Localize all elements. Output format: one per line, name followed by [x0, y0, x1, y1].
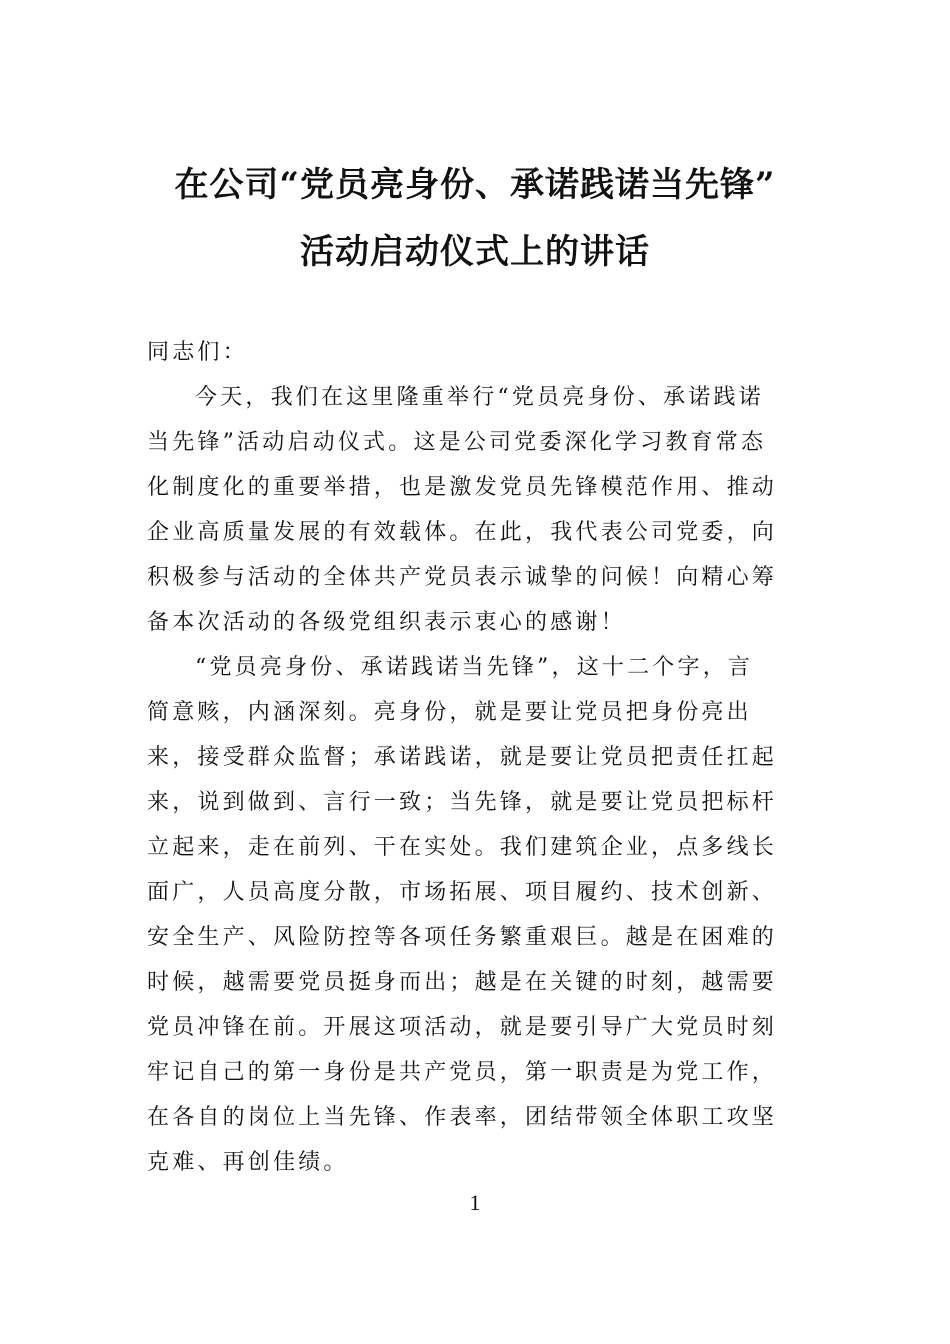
paragraph-line: 来，说到做到、言行一致；当先锋，就是要让党员把标杆 [147, 790, 778, 815]
paragraph-line: 积极参与活动的全体共产党员表示诚挚的问候！向精心筹 [147, 565, 778, 590]
paragraph-line: 党员冲锋在前。开展这项活动，就是要引导广大党员时刻 [147, 1015, 778, 1040]
title-line-1: 在公司“党员亮身份、承诺践诺当先锋” [174, 165, 776, 205]
greeting [147, 330, 787, 375]
paragraph-line: 来，接受群众监督；承诺践诺，就是要让党员把责任扛起 [147, 745, 778, 770]
paragraph-line: 备本次活动的各级党组织表示衷心的感谢！ [147, 610, 626, 635]
paragraph-line: 立起来，走在前列、干在实处。我们建筑企业，点多线长 [147, 835, 778, 860]
paragraph-line: “党员亮身份、承诺践诺当先锋”，这十二个字，言 [195, 655, 754, 680]
paragraph-2 [147, 645, 787, 1185]
title-line-2: 活动启动仪式上的讲话 [300, 232, 650, 272]
paragraph-1 [147, 375, 787, 645]
page-number: 1 [469, 1190, 481, 1215]
paragraph-line: 克难、再创佳绩。 [147, 1150, 349, 1175]
paragraph-line: 安全生产、风险防控等各项任务繁重艰巨。越是在困难的 [147, 925, 778, 950]
paragraph-line: 今天，我们在这里隆重举行“党员亮身份、承诺践诺 [195, 385, 764, 410]
paragraph-line: 化制度化的重要举措，也是激发党员先锋模范作用、推动 [147, 475, 778, 500]
paragraph-line: 时候，越需要党员挺身而出；越是在关键的时刻，越需要 [147, 970, 778, 995]
paragraph-line: 牢记自己的第一身份是共产党员，第一职责是为党工作， [147, 1060, 778, 1085]
paragraph-line: 在各自的岗位上当先锋、作表率，团结带领全体职工攻坚 [147, 1105, 778, 1130]
greeting-text: 同志们： [147, 340, 248, 365]
paragraph-line: 企业高质量发展的有效载体。在此，我代表公司党委，向 [147, 520, 778, 545]
paragraph-line: 面广，人员高度分散，市场拓展、项目履约、技术创新、 [147, 880, 778, 905]
speech-body [147, 375, 787, 1185]
paragraph-line: 当先锋”活动启动仪式。这是公司党委深化学习教育常态 [147, 430, 767, 455]
paragraph-line: 简意赅，内涵深刻。亮身份，就是要让党员把身份亮出 [147, 700, 752, 725]
